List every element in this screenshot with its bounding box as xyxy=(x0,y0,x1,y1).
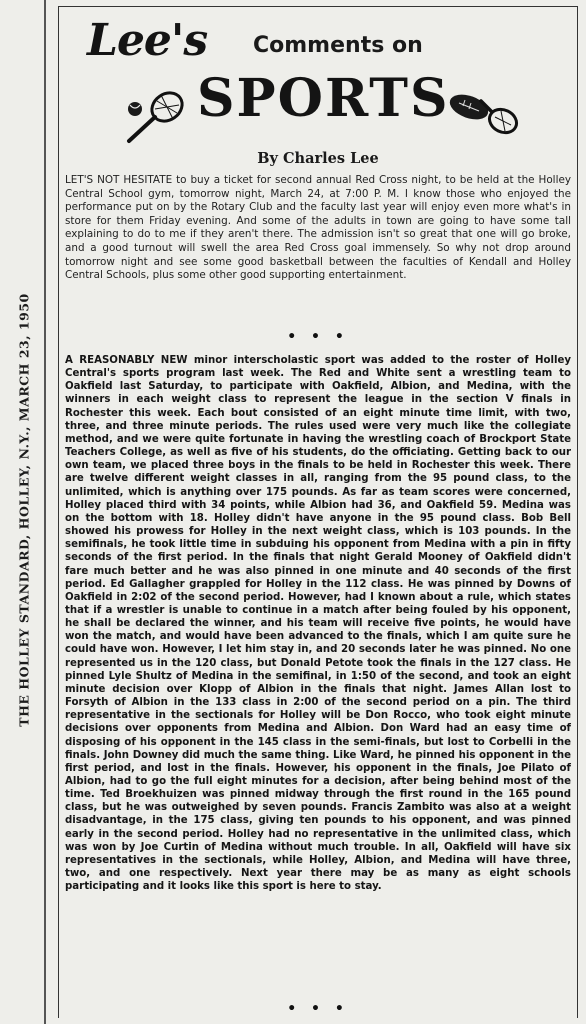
masthead-sports: SPORTS xyxy=(197,68,450,129)
football-racket-icon xyxy=(445,87,525,147)
paragraph-red-cross: LET'S NOT HESITATE to buy a ticket for second annual Red Cross night, to be held at the Holley Central School gym, tomorrow night, March 24, at 7:00 P. M. I know those who enjoyed the performance put on by the Rotary Club and the faculty last year will enjoy even more what's in store for them Friday evening. And some of the adults in town are going to have some tall explaining to do to me if they aren't there. The admission isn't so great that one will go broke, and a good turnout will swell the area Red Cross goal immensely. So why not drop around tomorrow night and see some good basketball between the faculties of Kendall and Holley Central Schools, plus some other good supporting entertainment. xyxy=(65,174,571,282)
tennis-racket-ball-icon xyxy=(123,87,195,149)
masthead xyxy=(65,7,571,145)
separator-dots-end: • • • xyxy=(287,1001,349,1017)
paragraph-wrestling: A REASONABLY NEW minor interscholastic sport was added to the roster of Holley Central's sports program last week. The Red and White sent a wrestling team to Oakfield last Saturday, to participate with Oakfield, Albion, and Medina, with the winners in each weight class to represent the league in the section V finals in Rochester this week. Each bout consisted of an eight minute time limit, with two, three, and three minute periods. The rules used were very much like the collegiate method, and we were quite fortunate in having the wrestling coach of Brockport State Teachers College, as well as five of his students, do the officiating. Getting back to our own team, we placed three boys in the finals to be held in Rochester this week. There are twelve different weight classes in all, ranging from the 95 pound class, to the unlimited, which is anything over 175 pounds. As far as team scores were concerned, Holley placed third with 34 points, while Albion had 36, and Oakfield 59. Medina was on the bottom with 18. Holley didn't have anyone in the 95 pound class. Bob Bell showed his prowess for Holley in the next weight class, which is 103 pounds. In the semifinals, he took little time in subduing his opponent from Medina with a pin in fifty seconds of the first period. In the finals that night Gerald Mooney of Oakfield didn't fare much better and he was also pinned in one minute and 40 seconds of the first period. Ed Gallagher grappled for Holley in the 112 class. He was pinned by Downs of Oakfield in 2:02 of the second period. However, had I known about a rule, which states that if a wrestler is unable to continue in a match after being fouled by his opponent, he shall be declared the winner, and his team will receive five points, he would have won the match, and would have been advanced to the finals, which I am quite sure he could have won. However, I let him stay in, and 20 seconds later he was pinned. No one represented us in the 120 class, but Donald Petote took the finals in the 127 class. He pinned Lyle Shultz of Medina in the semifinal, in 1:50 of the second, and took an eight minute decision over Klopp of Albion in the finals that night. James Allan lost to Forsyth of Albion in the 133 class in 2:00 of the second period on a pin. The third representative in the sectionals for Holley will be Don Rocco, who took eight minute decisions over opponents from Medina and Albion. Don Ward had an easy time of disposing of his opponent in the 145 class in the semi-finals, but lost to Corbelli in the finals. John Downey did much the same thing. Like Ward, he pinned his opponent in the first period, and lost in the finals. However, his opponent in the finals, Joe Pilato of Albion, had to go the full eight minutes for a decision, after being behind most of the time. Ted Broekhuizen was pinned midway through the first round in the 165 pound class, but he was outweighed by seven pounds. Francis Zambito was also at a weight disadvantage, in the 175 class, giving ten pounds to his opponent, and was pinned early in the second period. Holley had no representative in the unlimited class, which was won by Joe Curtin of Medina without much trouble. In all, Oakfield will have six representatives in the sectionals, while Holley, Albion, and Medina will have three, two, and one respectively. Next year there may be as many as eight schools participating and it looks like this sport is here to stay. xyxy=(65,355,571,893)
masthead-comments-on: Comments on xyxy=(253,33,423,58)
masthead-lees: Lee's xyxy=(87,15,208,66)
column-rule xyxy=(44,0,46,1024)
article-column xyxy=(58,6,578,1018)
publication-dateline: THE HOLLEY STANDARD, HOLLEY, N.Y., MARCH 23, 1950 xyxy=(16,293,32,727)
byline: By Charles Lee xyxy=(257,150,379,167)
separator-dots: • • • xyxy=(287,329,349,345)
